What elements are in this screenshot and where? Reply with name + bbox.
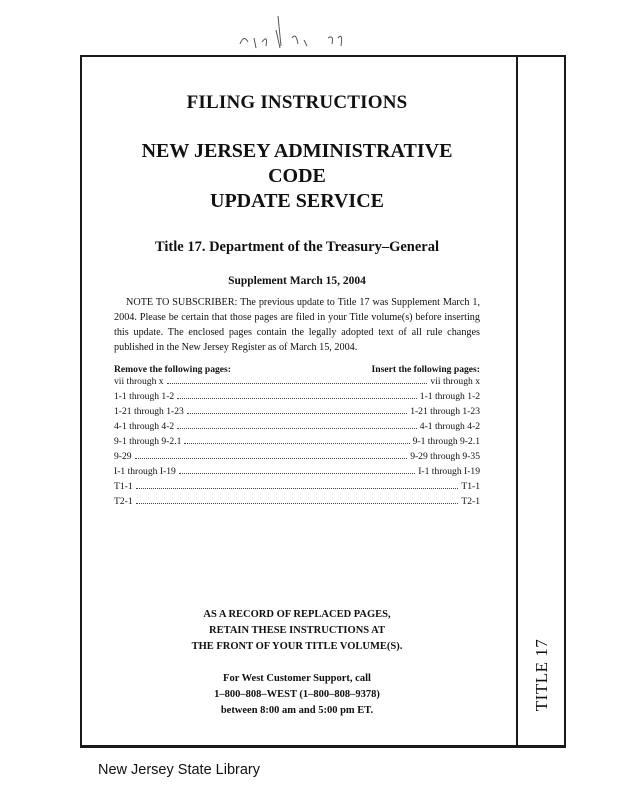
remove-pages: 1-1 through 1-2 [114, 391, 175, 402]
leader-dots [177, 398, 417, 399]
table-row [114, 466, 480, 481]
table-row [114, 496, 480, 511]
record-line-3: THE FRONT OF YOUR TITLE VOLUME(S). [191, 641, 403, 652]
insert-pages: I-1 through I-19 [418, 466, 480, 477]
remove-header: Remove the following pages: [114, 364, 231, 375]
document-title: FILING INSTRUCTIONS [186, 92, 408, 113]
insert-pages: 1-1 through 1-2 [419, 391, 480, 402]
instructions-footer [114, 607, 480, 719]
leader-dots [187, 413, 407, 414]
table-row [114, 391, 480, 406]
library-caption: New Jersey State Library [98, 762, 260, 778]
leader-dots [136, 503, 459, 504]
insert-pages: vii through x [430, 376, 480, 387]
insert-header: Insert the following pages: [371, 364, 480, 375]
heading-line-2: UPDATE SERVICE [210, 190, 384, 212]
insert-pages: T1-1 [461, 481, 480, 492]
remove-pages: 1-21 through 1-23 [114, 406, 184, 417]
insert-pages: 1-21 through 1-23 [410, 406, 480, 417]
page-table [114, 376, 480, 511]
side-tab-divider [516, 55, 518, 748]
support-line-2: 1–800–808–WEST (1–800–808–9378) [214, 689, 380, 700]
table-row [114, 481, 480, 496]
handwritten-scribble [232, 8, 362, 52]
remove-pages: 9-29 [114, 451, 132, 462]
subscriber-note: NOTE TO SUBSCRIBER: The previous update to Title 17 was Supplement March 1, 2004. Please be certain that those pages are filed in your Title volume(s) before inserting this update. The enclosed pages contain the legally adopted text of all rule changes published in the New Jersey Register as of March 15, 2004. [114, 297, 480, 353]
table-row [114, 421, 480, 436]
supplement-date: Supplement March 15, 2004 [228, 275, 366, 287]
instructions-content [114, 88, 480, 511]
remove-pages: T2-1 [114, 496, 133, 507]
leader-dots [136, 488, 459, 489]
insert-pages: T2-1 [461, 496, 480, 507]
title-subtitle: Title 17. Department of the Treasury–General [154, 239, 440, 255]
support-line-1: For West Customer Support, call [223, 673, 371, 684]
customer-support [114, 671, 480, 719]
leader-dots [167, 383, 428, 384]
insert-pages: 9-1 through 9-2.1 [412, 436, 480, 447]
table-row [114, 376, 480, 391]
insert-pages: 9-29 through 9-35 [410, 451, 480, 462]
remove-pages: 9-1 through 9-2.1 [114, 436, 182, 447]
page-table-header [114, 364, 480, 375]
record-line-2: RETAIN THESE INSTRUCTIONS AT [209, 625, 385, 636]
side-tab-label: TITLE 17 [532, 638, 551, 712]
table-row [114, 451, 480, 466]
remove-pages: vii through x [114, 376, 164, 387]
leader-dots [184, 443, 409, 444]
record-line-1: AS A RECORD OF REPLACED PAGES, [203, 609, 391, 620]
heading-line-1: NEW JERSEY ADMINISTRATIVE CODE [141, 140, 453, 187]
insert-pages: 4-1 through 4-2 [419, 421, 480, 432]
table-row [114, 406, 480, 421]
remove-pages: I-1 through I-19 [114, 466, 176, 477]
leader-dots [135, 458, 408, 459]
table-row [114, 436, 480, 451]
side-tab [528, 635, 556, 715]
remove-pages: 4-1 through 4-2 [114, 421, 175, 432]
support-line-3: between 8:00 am and 5:00 pm ET. [220, 705, 374, 716]
remove-pages: T1-1 [114, 481, 133, 492]
record-notice [114, 607, 480, 655]
heading [114, 139, 480, 214]
leader-dots [177, 428, 417, 429]
leader-dots [179, 473, 415, 474]
